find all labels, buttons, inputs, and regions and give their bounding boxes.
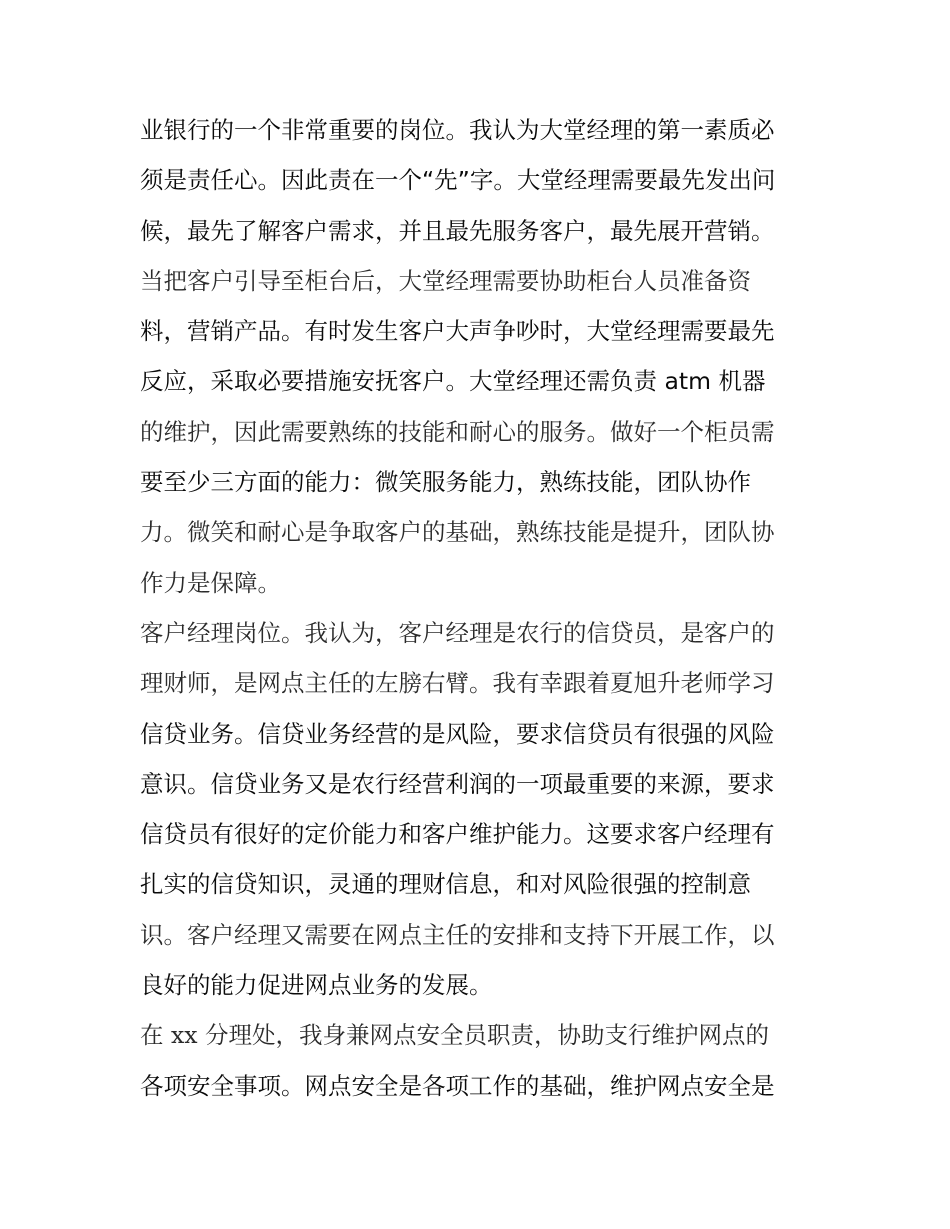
text-line: 识。客户经理又需要在网点主任的安排和支持下开展工作，以 <box>140 920 775 949</box>
text-line: 反应，采取必要措施安抚客户。大堂经理还需负责 atm 机器 <box>140 367 766 396</box>
text-line: 各项安全事项。网点安全是各项工作的基础，维护网点安全是 <box>140 1071 775 1100</box>
text-line: 在 xx 分理处，我身兼网点安全员职责，协助支行维护网点的 <box>140 1021 769 1050</box>
text-line: 扎实的信贷知识，灵通的理财信息，和对风险很强的控制意 <box>140 870 751 899</box>
document-body <box>140 105 812 1111</box>
text-line: 良好的能力促进网点业务的发展。 <box>140 971 493 1000</box>
text-line: 的维护，因此需要熟练的技能和耐心的服务。做好一个柜员需 <box>140 417 775 446</box>
text-line: 料，营销产品。有时发生客户大声争吵时，大堂经理需要最先 <box>140 317 775 346</box>
text-line: 理财师，是网点主任的左膀右臂。我有幸跟着夏旭升老师学习 <box>140 669 775 698</box>
text-line: 信贷员有很好的定价能力和客户维护能力。这要求客户经理有 <box>140 820 775 849</box>
text-line: 候，最先了解客户需求，并且最先服务客户，最先展开营销。 <box>140 216 775 245</box>
text-line: 须是责任心。因此责在一个“先”字。大堂经理需要最先发出问 <box>140 166 776 195</box>
text-line: 力。微笑和耐心是争取客户的基础，熟练技能是提升，团队协 <box>140 518 775 547</box>
text-line: 业银行的一个非常重要的岗位。我认为大堂经理的第一素质必 <box>140 116 775 144</box>
text-line: 要至少三方面的能力：微笑服务能力，熟练技能，团队协作 <box>140 468 751 497</box>
text-line: 意识。信贷业务又是农行经营利润的一项最重要的来源，要求 <box>140 769 775 798</box>
text-line: 客户经理岗位。我认为，客户经理是农行的信贷员，是客户的 <box>140 618 775 647</box>
text-line: 作力是保障。 <box>140 568 281 597</box>
text-line: 信贷业务。信贷业务经营的是风险，要求信贷员有很强的风险 <box>140 719 775 748</box>
text-line: 当把客户引导至柜台后，大堂经理需要协助柜台人员准备资 <box>140 266 751 295</box>
